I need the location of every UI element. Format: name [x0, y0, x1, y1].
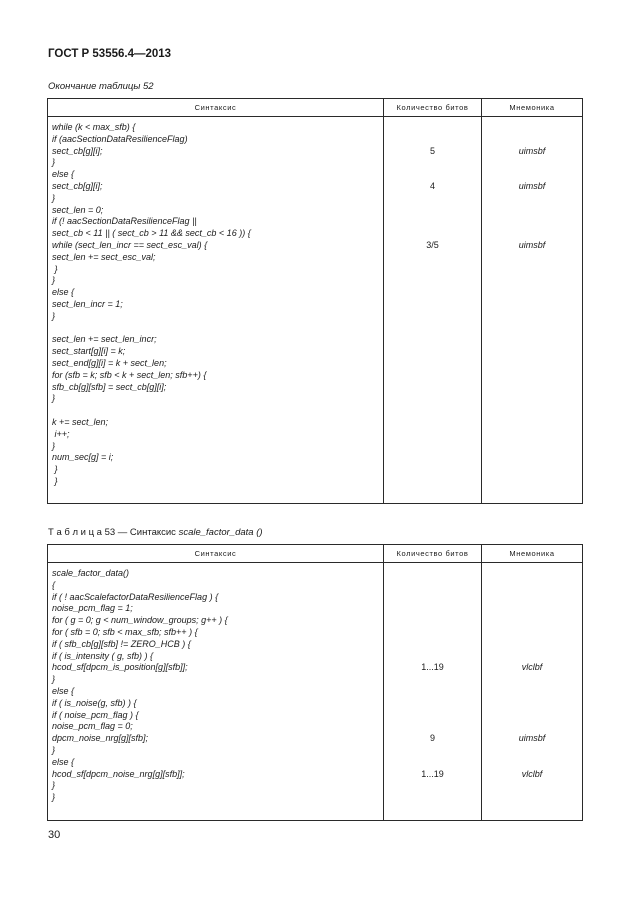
code-line: if (aacSectionDataResilienceFlag): [52, 133, 188, 144]
col-header-mnemonic: Мнемоника: [482, 545, 583, 563]
mnemonic-value: vlclbf: [521, 768, 543, 779]
code-line: i++;: [52, 428, 70, 439]
table-52: [47, 98, 583, 504]
code-line: while (sect_len_incr == sect_esc_val) {: [52, 239, 208, 250]
bits-value: 1...19: [421, 662, 444, 673]
code-line: }: [52, 157, 56, 168]
code-line: if (! aacSectionDataResilienceFlag ||: [52, 216, 197, 227]
col-header-mnemonic: Мнемоника: [482, 99, 583, 117]
code-line: }: [52, 192, 56, 203]
bits-value: 3/5: [426, 240, 439, 250]
bits-value: 1...19: [421, 768, 444, 779]
table53-caption-func: scale_factor_data (): [178, 527, 263, 538]
mnemonic-value: uimsbf: [518, 240, 546, 250]
mnemonic-value: uimsbf: [518, 145, 546, 156]
table52-caption: Окончание таблицы 52: [48, 81, 154, 92]
mnemonic-value: uimsbf: [518, 181, 546, 191]
code-line: if ( sfb_cb[g][sfb] != ZERO_HCB ) {: [52, 638, 191, 649]
col-header-syntax: Синтаксис: [48, 99, 384, 117]
col-header-syntax: Синтаксис: [48, 545, 384, 563]
code-line: }: [52, 464, 58, 475]
code-line: }: [52, 744, 56, 755]
code-line: }: [52, 275, 56, 286]
mnemonic-column-53: [482, 563, 583, 821]
mnemonic-column-52: [482, 117, 583, 504]
code-line: }: [52, 674, 56, 685]
code-line: }: [52, 310, 56, 321]
code-line: else {: [52, 756, 75, 767]
code-line: sect_len += sect_esc_val;: [52, 251, 156, 262]
code-line: for ( g = 0; g < num_window_groups; g++ ) {: [52, 615, 228, 626]
syntax-code-52: [48, 117, 383, 488]
bits-value: 9: [429, 733, 435, 744]
bits-value: 5: [429, 145, 435, 156]
code-line: }: [52, 475, 58, 486]
code-line: else {: [52, 169, 75, 180]
code-line: scale_factor_data(): [52, 568, 130, 578]
code-line: sect_cb < 11 || ( sect_cb > 11 && sect_cb < 16 )) {: [52, 228, 251, 239]
code-line: noise_pcm_flag = 1;: [52, 603, 133, 614]
bits-value: 4: [429, 181, 435, 191]
col-header-bits: Количество битов: [384, 99, 482, 117]
code-line: }: [52, 792, 56, 803]
bits-column-53: [384, 563, 482, 821]
code-line: if ( is_intensity ( g, sfb) ) {: [52, 650, 154, 661]
bits-column-52: [384, 117, 482, 504]
code-line: noise_pcm_flag = 0;: [52, 721, 133, 732]
table53-caption: [48, 527, 263, 538]
code-line: while (k < max_sfb) {: [52, 122, 136, 132]
code-line: for ( sfb = 0; sfb < max_sfb; sfb++ ) {: [52, 626, 198, 637]
code-line: k += sect_len;: [52, 416, 109, 427]
syntax-code-53: [48, 563, 383, 804]
code-line: sect_cb[g][i];: [52, 145, 103, 156]
standard-header: ГОСТ Р 53556.4—2013: [48, 48, 172, 60]
mnemonic-value: vlclbf: [521, 662, 543, 673]
code-line: [52, 323, 379, 335]
code-line: sect_end[g][i] = k + sect_len;: [52, 357, 167, 368]
code-line: sect_len_incr = 1;: [52, 298, 123, 309]
table53-caption-prefix: Т а б л и ц а 53 — Синтаксис: [48, 527, 179, 538]
code-line: hcod_sf[dpcm_is_position[g][sfb]];: [52, 662, 188, 673]
code-line: hcod_sf[dpcm_noise_nrg[g][sfb]];: [52, 768, 185, 779]
mnemonic-value: uimsbf: [518, 733, 546, 744]
code-line: sfb_cb[g][sfb] = sect_cb[g][i];: [52, 381, 167, 392]
table-53: [47, 544, 583, 821]
code-line: }: [52, 393, 56, 404]
code-line: if ( is_noise(g, sfb) ) {: [52, 697, 137, 708]
code-line: {: [52, 579, 56, 590]
code-line: }: [52, 263, 58, 274]
col-header-bits: Количество битов: [384, 545, 482, 563]
page-number: 30: [48, 829, 61, 841]
code-line: }: [52, 780, 56, 791]
code-line: sect_cb[g][i];: [52, 180, 103, 191]
code-line: dpcm_noise_nrg[g][sfb];: [52, 733, 149, 744]
code-line: [52, 405, 379, 417]
code-line: num_sec[g] = i;: [52, 452, 114, 463]
code-line: sect_len = 0;: [52, 204, 104, 215]
code-line: if ( noise_pcm_flag ) {: [52, 709, 139, 720]
code-line: for (sfb = k; sfb < k + sect_len; sfb++) {: [52, 369, 207, 380]
code-line: }: [52, 440, 56, 451]
code-line: sect_start[g][i] = k;: [52, 346, 126, 357]
code-line: else {: [52, 287, 75, 298]
code-line: sect_len += sect_len_incr;: [52, 334, 157, 345]
code-line: else {: [52, 685, 75, 696]
code-line: if ( ! aacScalefactorDataResilienceFlag ) {: [52, 591, 219, 602]
